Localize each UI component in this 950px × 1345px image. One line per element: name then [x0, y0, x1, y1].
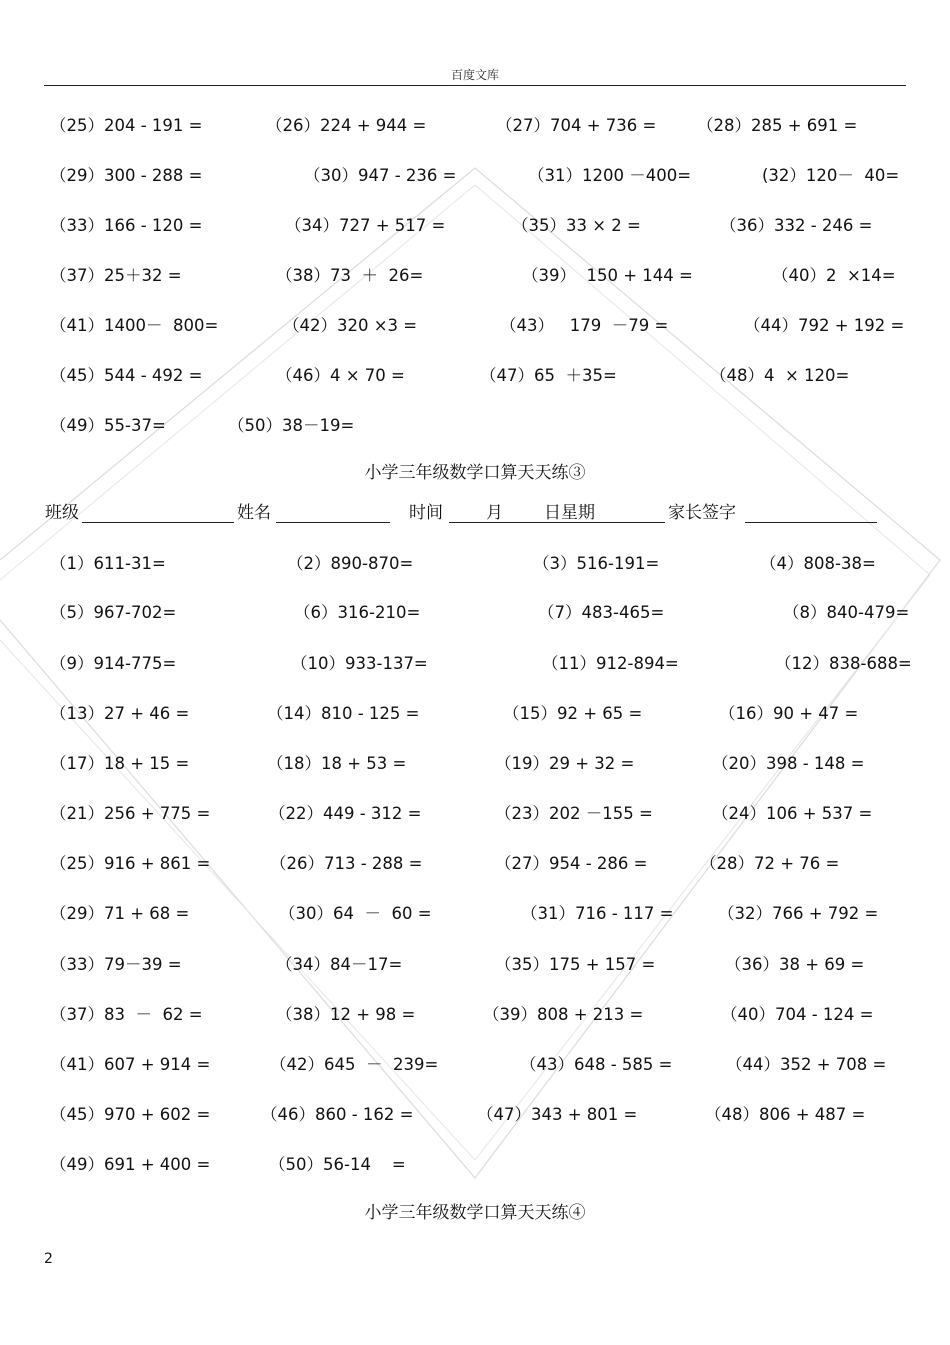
- student-info-line: [0, 498, 950, 528]
- arithmetic-problem: （49）55-37=: [50, 416, 166, 435]
- arithmetic-problem: （40）704 - 124 =: [721, 1005, 874, 1024]
- class-field[interactable]: [82, 522, 234, 523]
- problem-row: [0, 1050, 950, 1080]
- arithmetic-problem: （36）332 - 246 =: [720, 216, 873, 235]
- name-field[interactable]: [276, 522, 390, 523]
- problem-row: [0, 161, 950, 191]
- arithmetic-problem: （8）840-479=: [783, 603, 910, 622]
- arithmetic-problem: （9）914-775=: [50, 654, 177, 673]
- arithmetic-problem: （39） 150 + 144 =: [522, 266, 693, 285]
- month-label: 月: [486, 503, 503, 523]
- arithmetic-problem: （48）806 + 487 =: [705, 1105, 866, 1124]
- arithmetic-problem: （42）645 － 239=: [270, 1055, 439, 1074]
- arithmetic-problem: （43） 179 －79 =: [500, 316, 669, 335]
- arithmetic-problem: （12）838-688=: [775, 654, 912, 673]
- problem-row: [0, 899, 950, 929]
- problem-row: [0, 261, 950, 291]
- header-rule: [44, 85, 906, 86]
- problem-row: [0, 1150, 950, 1180]
- arithmetic-problem: （20）398 - 148 =: [712, 754, 865, 773]
- arithmetic-problem: （36）38 + 69 =: [725, 955, 865, 974]
- arithmetic-problem: （30）947 - 236 =: [304, 166, 457, 185]
- arithmetic-problem: （29）300 - 288 =: [50, 166, 203, 185]
- arithmetic-problem: （24）106 + 537 =: [712, 804, 873, 823]
- arithmetic-problem: （34）84－17=: [276, 955, 403, 974]
- arithmetic-problem: （45）970 + 602 =: [50, 1105, 211, 1124]
- arithmetic-problem: （39）808 + 213 =: [483, 1005, 644, 1024]
- arithmetic-problem: （42）320 ×3 =: [283, 316, 418, 335]
- arithmetic-problem: （13）27 + 46 =: [50, 704, 190, 723]
- problem-row: [0, 1000, 950, 1030]
- arithmetic-problem: （2）890-870=: [287, 554, 414, 573]
- arithmetic-problem: （35）33 × 2 =: [512, 216, 641, 235]
- arithmetic-problem: （40）2 ×14=: [772, 266, 896, 285]
- arithmetic-problem: （14）810 - 125 =: [267, 704, 420, 723]
- arithmetic-problem: （44）352 + 708 =: [726, 1055, 887, 1074]
- arithmetic-problem: (32）120－ 40=: [762, 166, 900, 185]
- arithmetic-problem: （23）202 －155 =: [495, 804, 653, 823]
- time-label: 时间: [409, 503, 443, 523]
- problem-row: [0, 311, 950, 341]
- arithmetic-problem: （41）607 + 914 =: [50, 1055, 211, 1074]
- arithmetic-problem: （27）704 + 736 =: [496, 116, 657, 135]
- arithmetic-problem: （41）1400－ 800=: [50, 316, 219, 335]
- arithmetic-problem: （27）954 - 286 =: [495, 854, 648, 873]
- arithmetic-problem: （10）933-137=: [291, 654, 428, 673]
- parent-signature-field[interactable]: [745, 522, 877, 523]
- problem-row: [0, 211, 950, 241]
- arithmetic-problem: （31）1200 －400=: [528, 166, 692, 185]
- page-number: 2: [44, 1251, 53, 1267]
- problem-row: [0, 111, 950, 141]
- arithmetic-problem: （22）449 - 312 =: [269, 804, 422, 823]
- arithmetic-problem: （28）72 + 76 =: [700, 854, 840, 873]
- problem-row: [0, 699, 950, 729]
- arithmetic-problem: （17）18 + 15 =: [50, 754, 190, 773]
- arithmetic-problem: （7）483-465=: [538, 603, 665, 622]
- arithmetic-problem: （45）544 - 492 =: [50, 366, 203, 385]
- day-weekday-label: 日星期: [544, 503, 595, 523]
- problem-row: [0, 549, 950, 579]
- problem-row: [0, 361, 950, 391]
- section-title-3: 小学三年级数学口算天天练③: [364, 463, 586, 483]
- arithmetic-problem: （16）90 + 47 =: [719, 704, 859, 723]
- arithmetic-problem: （30）64 － 60 =: [279, 904, 432, 923]
- arithmetic-problem: （5）967-702=: [50, 603, 177, 622]
- arithmetic-problem: （18）18 + 53 =: [267, 754, 407, 773]
- arithmetic-problem: （4）808-38=: [760, 554, 876, 573]
- arithmetic-problem: （34）727 + 517 =: [285, 216, 446, 235]
- arithmetic-problem: （50）38－19=: [228, 416, 355, 435]
- class-label: 班级: [45, 503, 79, 523]
- arithmetic-problem: （15）92 + 65 =: [503, 704, 643, 723]
- problem-row: [0, 411, 950, 441]
- arithmetic-problem: （26）224 + 944 =: [266, 116, 427, 135]
- arithmetic-problem: （11）912-894=: [542, 654, 679, 673]
- arithmetic-problem: （49）691 + 400 =: [50, 1155, 211, 1174]
- arithmetic-problem: （1）611-31=: [50, 554, 166, 573]
- arithmetic-problem: （35）175 + 157 =: [495, 955, 656, 974]
- problem-row: [0, 598, 950, 628]
- arithmetic-problem: （31）716 - 117 =: [521, 904, 674, 923]
- arithmetic-problem: （47）65 ＋35=: [480, 366, 617, 385]
- problem-row: [0, 749, 950, 779]
- arithmetic-problem: （38）12 + 98 =: [276, 1005, 416, 1024]
- arithmetic-problem: （21）256 + 775 =: [50, 804, 211, 823]
- arithmetic-problem: （44）792 + 192 =: [744, 316, 905, 335]
- problem-row: [0, 649, 950, 679]
- arithmetic-problem: （43）648 - 585 =: [520, 1055, 673, 1074]
- arithmetic-problem: （33）79－39 =: [50, 955, 182, 974]
- page-header: 百度文库: [450, 68, 499, 82]
- section-title-4: 小学三年级数学口算天天练④: [364, 1203, 586, 1223]
- arithmetic-problem: （50）56-14 =: [269, 1155, 406, 1174]
- arithmetic-problem: （37）83 － 62 =: [50, 1005, 203, 1024]
- arithmetic-problem: （37）25＋32 =: [50, 266, 182, 285]
- arithmetic-problem: （32）766 + 792 =: [718, 904, 879, 923]
- arithmetic-problem: （29）71 + 68 =: [50, 904, 190, 923]
- arithmetic-problem: （6）316-210=: [294, 603, 421, 622]
- arithmetic-problem: （46）4 × 70 =: [276, 366, 405, 385]
- parent-signature-label: 家长签字: [668, 503, 736, 523]
- arithmetic-problem: （33）166 - 120 =: [50, 216, 203, 235]
- name-label: 姓名: [237, 503, 271, 523]
- arithmetic-problem: （38）73 ＋ 26=: [276, 266, 424, 285]
- problem-row: [0, 849, 950, 879]
- arithmetic-problem: （25）204 - 191 =: [50, 116, 203, 135]
- arithmetic-problem: （25）916 + 861 =: [50, 854, 211, 873]
- problem-row: [0, 799, 950, 829]
- problem-row: [0, 1100, 950, 1130]
- arithmetic-problem: （26）713 - 288 =: [270, 854, 423, 873]
- arithmetic-problem: （3）516-191=: [533, 554, 660, 573]
- problem-row: [0, 950, 950, 980]
- arithmetic-problem: （46）860 - 162 =: [261, 1105, 414, 1124]
- arithmetic-problem: （19）29 + 32 =: [495, 754, 635, 773]
- arithmetic-problem: （48）4 × 120=: [710, 366, 850, 385]
- arithmetic-problem: （47）343 + 801 =: [477, 1105, 638, 1124]
- arithmetic-problem: （28）285 + 691 =: [697, 116, 858, 135]
